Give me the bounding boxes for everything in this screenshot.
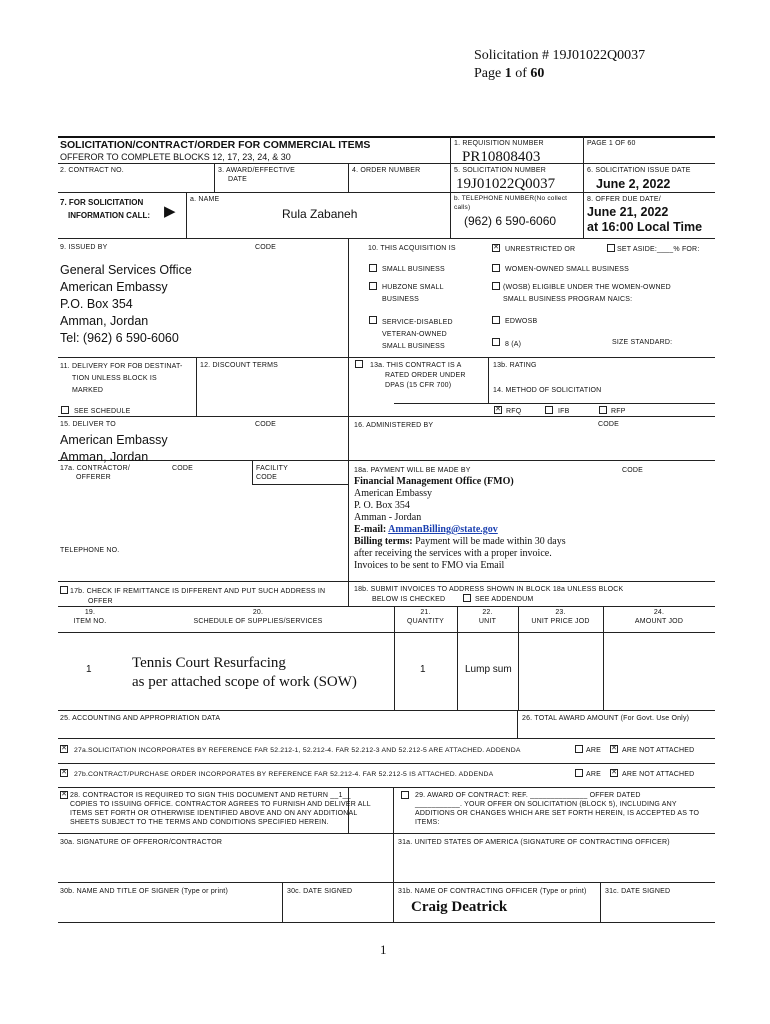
col-amount: 24. AMOUNT JOD <box>634 609 684 625</box>
deliver-to-address: American Embassy Amman, Jordan <box>60 433 168 464</box>
requisition-label: 1. REQUISITION NUMBER <box>454 140 544 147</box>
edwosb-checkbox[interactable] <box>492 316 500 324</box>
rated-order-checkbox[interactable] <box>355 360 363 368</box>
offer-due-label: 8. OFFER DUE DATE/ <box>587 196 661 203</box>
rfp-checkbox[interactable] <box>599 406 607 414</box>
contact-telephone: (962) 6 590-6060 <box>464 214 557 228</box>
small-business-checkbox[interactable] <box>369 264 377 272</box>
issued-by-code-label: CODE <box>255 244 277 251</box>
28-label: 28. CONTRACTOR IS REQUIRED TO SIGN THIS DOCUMENT AND RETURN __1__ COPIES TO ISSUING OFFICE. CONTRACTOR AGREES TO FURNISH AND DELIVER ALL ITEMS SET FORTH OR OTHERWISE IDENTIFIED ABOVE AND ON ANY ADDITIONAL SHEETS SUBJECT TO THE TERMS AND CONDITIONS SPECIFIED HEREIN. <box>70 792 371 826</box>
issue-date-label: 6. SOLICITATION ISSUE DATE <box>587 167 691 174</box>
rfp-label: RFP <box>611 408 626 415</box>
sdvosb-label: SERVICE-DISABLED VETERAN-OWNED SMALL BUSINESS <box>382 319 453 350</box>
arrow-right-icon: ▶ <box>164 203 176 220</box>
page-box: PAGE 1 OF 60 <box>587 140 636 147</box>
28-checkbox[interactable] <box>60 791 68 799</box>
hubzone-label: HUBZONE SMALL BUSINESS <box>382 284 444 303</box>
wosb-label: (WOSB) ELIGIBLE UNDER THE WOMEN-OWNED SMALL BUSINESS PROGRAM NAICS: <box>503 284 671 303</box>
col-schedule: 20. SCHEDULE OF SUPPLIES/SERVICES <box>193 609 323 625</box>
29-checkbox[interactable] <box>401 791 409 799</box>
29-label: 29. AWARD OF CONTRACT: REF. ______________ OFFER DATED ___________. YOUR OFFER ON SOLICITATION (BLOCK 5), INCLUDING ANY ADDITIONS OR CHANGES WHICH ARE SET FORTH HEREIN, IS ACCEPTED AS TO ITEMS: <box>415 792 700 826</box>
requisition-number: PR10808403 <box>462 149 541 165</box>
co-name-value: Craig Deatrick <box>411 899 508 915</box>
method-of-solicitation-label: 14. METHOD OF SOLICITATION <box>493 387 602 394</box>
see-schedule-checkbox[interactable] <box>61 406 69 414</box>
rfq-checkbox[interactable] <box>494 406 502 414</box>
contract-no-label: 2. CONTRACT NO. <box>60 167 124 174</box>
rated-order-label: 13a. THIS CONTRACT IS A RATED ORDER UNDER DPAS (15 CFR 700) <box>370 362 466 389</box>
date-signed-co-label: 31c. DATE SIGNED <box>605 888 671 895</box>
item-unit: Lump sum <box>465 664 512 675</box>
contact-name: Rula Zabaneh <box>282 207 358 221</box>
issue-date-value: June 2, 2022 <box>596 177 671 191</box>
for-solicitation-label: 7. FOR SOLICITATION <box>60 198 144 207</box>
see-addendum-label: SEE ADDENDUM <box>475 596 534 603</box>
co-name-label: 31b. NAME OF CONTRACTING OFFICER (Type or print) <box>398 888 587 895</box>
signer-name-label: 30b. NAME AND TITLE OF SIGNER (Type or print) <box>60 888 228 895</box>
payment-office-block: Financial Management Office (FMO) American Embassy P. O. Box 354 Amman - Jordan E-mail: AmmanBilling@state.gov Billing terms: Payment will be made within 30 days after receiving the services with a proper invoice. Invoices to be sent to FMO via Email <box>354 476 566 571</box>
telephone-label: b. TELEPHONE NUMBER(No collect calls) <box>454 195 568 211</box>
page-indicator: Page 1 of 60 <box>474 66 545 81</box>
edwosb-label: EDWOSB <box>505 318 538 325</box>
fob-destination-label: 11. DELIVERY FOR FOB DESTINAT- TION UNLESS BLOCK IS MARKED <box>60 363 183 394</box>
27a-are-not-checkbox[interactable] <box>610 745 618 753</box>
contractor-label: 17a. CONTRACTOR/ OFFERER <box>60 465 130 481</box>
remittance-checkbox[interactable] <box>60 586 68 594</box>
see-addendum-checkbox[interactable] <box>463 594 471 602</box>
footer-page-number: 1 <box>380 942 387 957</box>
hubzone-checkbox[interactable] <box>369 282 377 290</box>
sdvosb-checkbox[interactable] <box>369 316 377 324</box>
27b-are-label: ARE <box>586 771 601 778</box>
unrestricted-checkbox[interactable] <box>492 244 500 252</box>
8a-label: 8 (A) <box>505 341 522 348</box>
women-owned-label: WOMEN-OWNED SMALL BUSINESS <box>505 266 629 273</box>
signature-offeror-label: 30a. SIGNATURE OF OFFEROR/CONTRACTOR <box>60 839 223 846</box>
wosb-checkbox[interactable] <box>492 282 500 290</box>
award-date-label: 3. AWARD/EFFECTIVE DATE <box>218 167 295 183</box>
27b-are-not-checkbox[interactable] <box>610 769 618 777</box>
name-label: a. NAME <box>190 196 220 203</box>
set-aside-checkbox[interactable] <box>607 244 615 252</box>
date-signed-offeror-label: 30c. DATE SIGNED <box>287 888 353 895</box>
contractor-code-label: CODE <box>172 465 194 472</box>
accounting-label: 25. ACCOUNTING AND APPROPRIATION DATA <box>60 715 221 722</box>
issued-by-address: General Services Office American Embassy P.O. Box 354 Amman, Jordan Tel: (962) 6 590-6060 <box>60 263 192 345</box>
administered-by-label: 16. ADMINISTERED BY <box>354 422 434 429</box>
27a-label: 27a.SOLICITATION INCORPORATES BY REFERENCE FAR 52.212-1, 52.212-4. FAR 52.212-3 AND 52.212-5 ARE ATTACHED. ADDENDA <box>74 747 521 754</box>
payment-by-label: 18a. PAYMENT WILL BE MADE BY <box>354 467 471 474</box>
billing-email-link[interactable]: AmmanBilling@state.gov <box>388 524 498 535</box>
solicitation-number-value: 19J01022Q0037 <box>456 176 556 192</box>
8a-checkbox[interactable] <box>492 338 500 346</box>
small-business-label: SMALL BUSINESS <box>382 266 445 273</box>
remittance-label: 17b. CHECK IF REMITTANCE IS DIFFERENT AND PUT SUCH ADDRESS IN OFFER <box>70 588 326 605</box>
submit-invoices-label: 18b. SUBMIT INVOICES TO ADDRESS SHOWN IN BLOCK 18a UNLESS BLOCK BELOW IS CHECKED <box>354 586 624 603</box>
total-award-label: 26. TOTAL AWARD AMOUNT (For Govt. Use Only) <box>522 715 690 722</box>
col-unit-price: 23. UNIT PRICE JOD <box>531 609 590 625</box>
order-number-label: 4. ORDER NUMBER <box>352 167 421 174</box>
27a-checkbox[interactable] <box>60 745 68 753</box>
women-owned-checkbox[interactable] <box>492 264 500 272</box>
issued-by-label: 9. ISSUED BY <box>60 244 108 251</box>
unrestricted-label: UNRESTRICTED OR <box>505 246 576 253</box>
solicitation-number-label: 5. SOLICITATION NUMBER <box>454 167 547 174</box>
facility-code-label: FACILITY CODE <box>256 465 288 481</box>
acquisition-label: 10. THIS ACQUISITION IS <box>368 245 456 252</box>
offer-due-date: June 21, 2022 <box>587 205 669 219</box>
ifb-checkbox[interactable] <box>545 406 553 414</box>
form-subtitle: OFFEROR TO COMPLETE BLOCKS 12, 17, 23, 24, & 30 <box>60 152 291 162</box>
27a-are-label: ARE <box>586 747 601 754</box>
27b-are-not-label: ARE NOT ATTACHED <box>622 771 695 778</box>
27b-are-checkbox[interactable] <box>575 769 583 777</box>
col-quantity: 21. QUANTITY <box>407 609 444 625</box>
discount-terms-label: 12. DISCOUNT TERMS <box>200 362 279 369</box>
deliver-to-label: 15. DELIVER TO <box>60 421 116 428</box>
offer-due-time: at 16:00 Local Time <box>587 220 703 234</box>
administered-by-code-label: CODE <box>598 421 620 428</box>
signature-co-label: 31a. UNITED STATES OF AMERICA (SIGNATURE OF CONTRACTING OFFICER) <box>398 839 670 846</box>
27b-checkbox[interactable] <box>60 769 68 777</box>
col-unit: 22. UNIT <box>478 609 497 625</box>
see-schedule-label: SEE SCHEDULE <box>74 408 131 415</box>
form-title: SOLICITATION/CONTRACT/ORDER FOR COMMERCIAL ITEMS <box>60 139 371 151</box>
payment-code-label: CODE <box>622 467 644 474</box>
rating-label: 13b. RATING <box>493 362 537 369</box>
size-standard-label: SIZE STANDARD: <box>612 339 673 346</box>
27a-are-not-label: ARE NOT ATTACHED <box>622 747 695 754</box>
rfq-label: RFQ <box>506 408 522 415</box>
set-aside-label: SET ASIDE:____% FOR: <box>617 246 700 253</box>
deliver-to-code-label: CODE <box>255 421 277 428</box>
col-item-no: 19. ITEM NO. <box>73 609 107 625</box>
solicitation-number-header: Solicitation # 19J01022Q0037 <box>474 48 646 63</box>
information-call-label: INFORMATION CALL: <box>68 211 151 220</box>
item-number: 1 <box>86 664 92 675</box>
ifb-label: IFB <box>558 408 570 415</box>
item-description: Tennis Court Resurfacing as per attached scope of work (SOW) <box>132 655 357 690</box>
telephone-no-label: TELEPHONE NO. <box>60 547 120 554</box>
27a-are-checkbox[interactable] <box>575 745 583 753</box>
27b-label: 27b.CONTRACT/PURCHASE ORDER INCORPORATES BY REFERENCE FAR 52.212-4. FAR 52.212-5 IS ATTACHED. ADDENDA <box>74 771 494 778</box>
item-quantity: 1 <box>420 664 426 675</box>
